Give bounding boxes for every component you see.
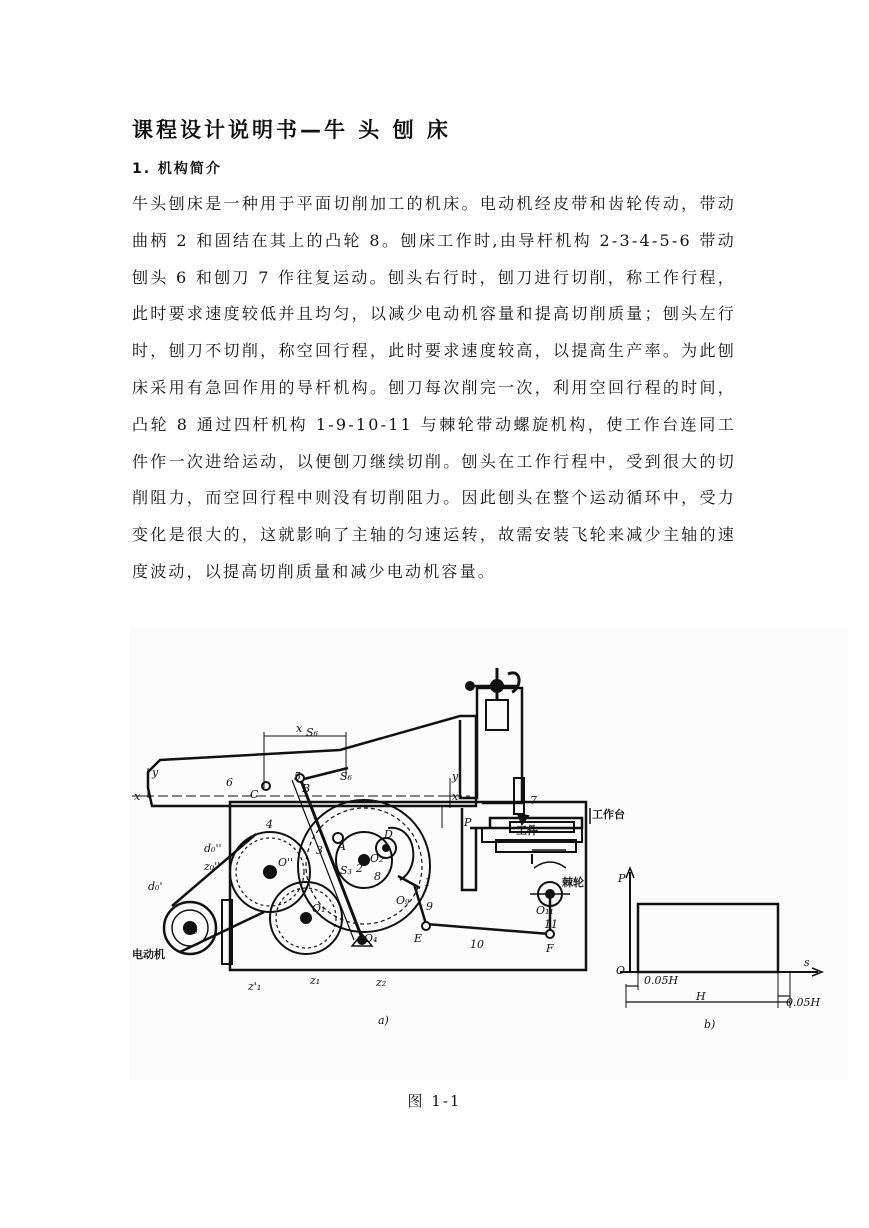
label-11: 11 — [544, 918, 558, 931]
label-axis-x-right: x — [452, 790, 459, 803]
label-D: D — [384, 828, 393, 841]
label-origin: O — [616, 964, 626, 977]
section-heading: 1. 机构简介 — [132, 161, 222, 177]
label-2: 2 — [356, 862, 363, 875]
label-4: 4 — [266, 818, 273, 831]
body-paragraph: 牛头刨床是一种用于平面切削加工的机床。电动机经皮带和齿轮传动，带动曲柄 2 和固结在其上的凸轮 8。刨床工作时,由导杆机构 2-3-4-5-6 带动刨头 6 和刨刀 7 作往复运动。刨头右行时，刨刀进行切削，称工作行程，此时要求速度较低并且均匀，以减少电动机容量和提高切削质量；刨头左行时，刨刀不切削，称空回行程，此时要求速度较高，以提高生产率。为此刨床采用有急回作用的导杆机构。刨刀每次削完一次，利用空回行程的时间，凸轮 8 通过四杆机构 1-9-10-11 与棘轮带动螺旋机构，使工作台连同工件作一次进给运动，以便刨刀继续切削。刨头在工作行程中，受到很大的切削阻力，而空回行程中则没有切削阻力。因此刨头在整个运动循环中，受力变化是很大的，这就影响了主轴的匀速运转，故需安装飞轮来减少主轴的速度波动，以提高切削质量和减少电动机容量。 — [132, 194, 736, 581]
label-yp: y — [452, 770, 459, 783]
figure-1-1 — [130, 628, 848, 1080]
document-title: 课程设计说明书—牛 头 刨 床 — [132, 118, 451, 142]
label-3: 3 — [316, 844, 323, 857]
column — [460, 688, 522, 803]
label-sub-b: b) — [704, 1018, 716, 1031]
label-z1: z₁ — [310, 974, 321, 987]
label-O0: O₀ — [184, 924, 198, 937]
label-P: P — [464, 816, 472, 829]
label-F: F — [546, 942, 554, 955]
label-z2: z₂ — [376, 976, 387, 989]
label-O4: O₄ — [364, 932, 378, 945]
label-6: 6 — [226, 776, 233, 789]
label-8: 8 — [374, 870, 381, 883]
screw-housing — [486, 700, 508, 730]
label-1: 1 — [424, 876, 431, 889]
label-worktable: 工作台 — [592, 808, 625, 821]
label-motor: 电动机 — [132, 948, 165, 961]
link-10 — [426, 924, 550, 934]
label-A: A — [338, 840, 346, 853]
label-d0p: d₀' — [148, 880, 163, 893]
label-O9: O₉ — [396, 894, 410, 907]
label-B: B — [302, 782, 311, 795]
label-dim-005-right: 0.05H — [786, 996, 821, 1009]
label-ys6: y — [152, 766, 159, 779]
link-9 — [414, 884, 426, 924]
label-E: E — [414, 932, 423, 945]
label-workpiece: 工件 — [516, 824, 538, 837]
label-axis-p: P — [618, 872, 626, 885]
label-S3: S₃ — [340, 864, 352, 877]
label-dim-H: H — [696, 990, 706, 1003]
label-z1p: z'₁ — [248, 980, 262, 993]
label-d0pp: d₀'' — [204, 842, 222, 855]
label-O-double-prime: O'' — [278, 856, 294, 869]
label-dim-005-left: 0.05H — [644, 974, 679, 987]
cutting-force-diagram — [616, 868, 822, 1031]
force-rectangle — [638, 904, 778, 972]
label-S6: S₆ — [340, 770, 352, 783]
label-C: C — [250, 788, 259, 801]
label-sub-a: a) — [378, 1014, 389, 1027]
label-9: 9 — [426, 900, 433, 913]
label-O11: O₁₁ — [536, 904, 554, 917]
label-O2: O₂ — [370, 852, 384, 865]
label-O1: O₁ — [312, 902, 326, 915]
shaper-mechanism-diagram — [132, 668, 625, 1027]
label-axis-x: x — [134, 790, 141, 803]
label-10: 10 — [470, 938, 484, 951]
label-xs6-sub: S₆ — [306, 726, 318, 739]
label-z0pp: z₀'' — [204, 860, 221, 873]
label-5: 5 — [294, 770, 301, 783]
label-xs6: x — [296, 722, 303, 735]
figure-caption: 图 1-1 — [407, 1092, 462, 1110]
label-7: 7 — [530, 794, 537, 807]
label-axis-s: s — [804, 956, 810, 969]
handle-knob-left — [466, 682, 474, 690]
label-ratchet: 棘轮 — [562, 876, 584, 889]
